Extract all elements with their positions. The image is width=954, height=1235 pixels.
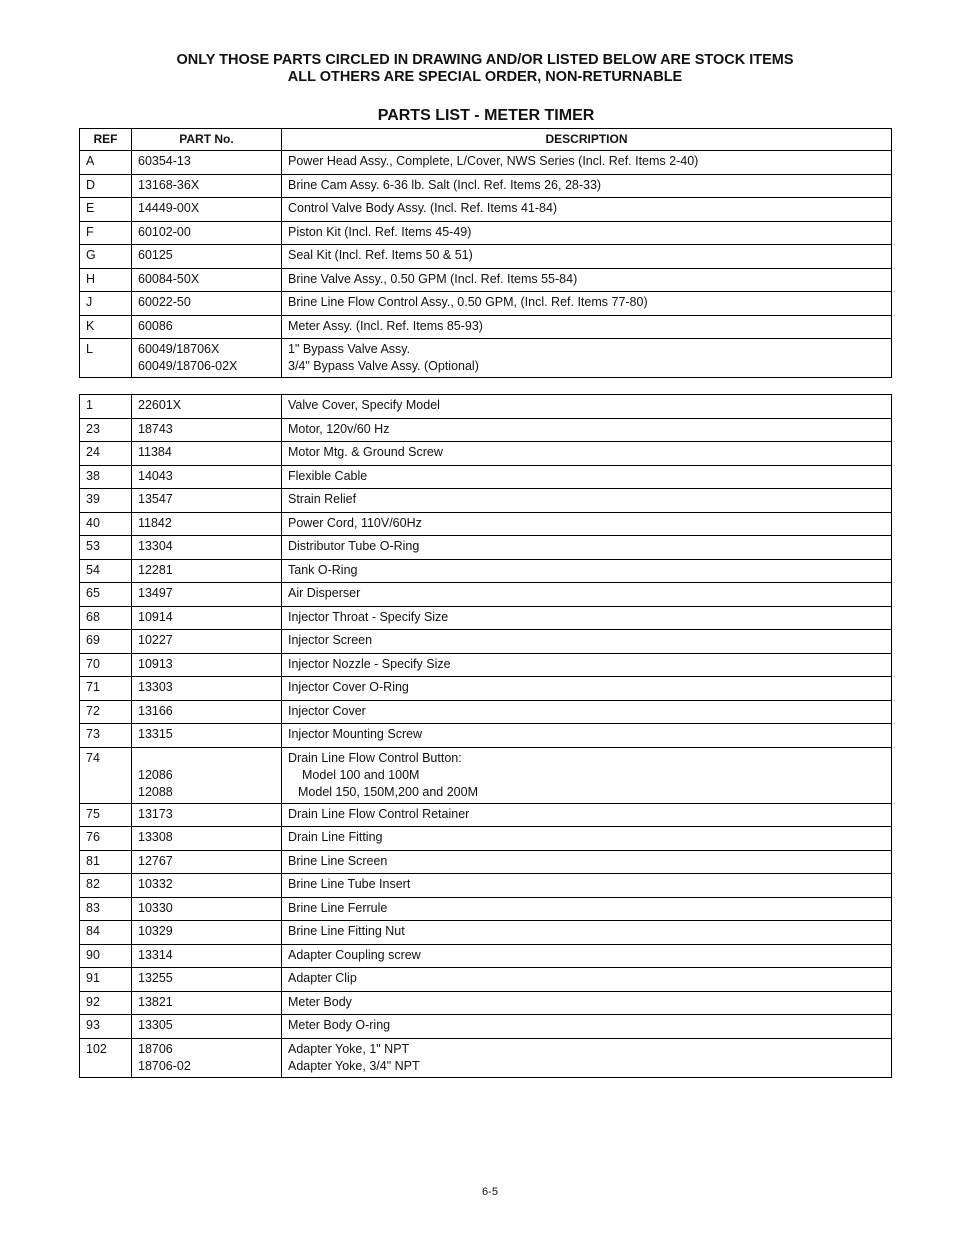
- description-cell: [282, 339, 892, 378]
- description-cell: [282, 512, 892, 536]
- part-number-value: 13303: [138, 680, 173, 694]
- description-value: Adapter Yoke, 1" NPT: [288, 1041, 410, 1056]
- table-row: [80, 465, 892, 489]
- description-cell: [282, 700, 892, 724]
- page-number: 6-5: [482, 1186, 498, 1198]
- description-cell: [282, 198, 892, 222]
- table-row: [80, 944, 892, 968]
- part-number-cell: [132, 292, 282, 316]
- ref-cell: [80, 268, 132, 292]
- ref-cell: [80, 395, 132, 419]
- components-table: [79, 394, 892, 1078]
- description-value: Air Disperser: [288, 586, 361, 600]
- part-number-value: 13547: [138, 492, 173, 506]
- part-number-value: 13315: [138, 727, 173, 741]
- description-value: Drain Line Fitting: [288, 830, 383, 844]
- ref-cell: [80, 339, 132, 378]
- description-value: Valve Cover, Specify Model: [288, 398, 440, 412]
- ref-value: 93: [86, 1018, 100, 1032]
- description-value: Adapter Coupling screw: [288, 947, 421, 962]
- ref-cell: [80, 536, 132, 560]
- description-value: Power Cord, 110V/60Hz: [288, 515, 422, 530]
- description-cell: [282, 536, 892, 560]
- part-number-value: 14043: [138, 468, 173, 483]
- description-cell: [282, 850, 892, 874]
- description-value: Tank O-Ring: [288, 562, 358, 577]
- description-cell: [282, 921, 892, 945]
- description-value: Injector Cover O-Ring: [288, 680, 409, 694]
- description-cell: [282, 606, 892, 630]
- ref-cell: [80, 315, 132, 339]
- description-cell: [282, 559, 892, 583]
- ref-value: 82: [86, 877, 100, 891]
- part-number-cell: [132, 700, 282, 724]
- description-value: Distributor Tube O-Ring: [288, 539, 420, 553]
- description-cell: [282, 1015, 892, 1039]
- ref-cell: [80, 174, 132, 198]
- table-row: [80, 968, 892, 992]
- part-number-value: 60049/18706-02X: [138, 359, 238, 373]
- table-row: [80, 512, 892, 536]
- ref-value: 23: [86, 421, 100, 436]
- ref-value: 65: [86, 586, 100, 600]
- description-cell: [282, 677, 892, 701]
- ref-value: 73: [86, 727, 100, 741]
- description-value: Injector Throat - Specify Size: [288, 609, 449, 624]
- part-number-value: 60086: [138, 318, 173, 333]
- ref-cell: [80, 512, 132, 536]
- part-number-cell: [132, 944, 282, 968]
- ref-cell: [80, 653, 132, 677]
- ref-cell: [80, 1015, 132, 1039]
- part-number-value: 60084-50X: [138, 271, 200, 286]
- table-row: [80, 268, 892, 292]
- table-row: [80, 991, 892, 1015]
- part-number-cell: [132, 677, 282, 701]
- table-row: [80, 583, 892, 607]
- part-number-cell: [132, 512, 282, 536]
- part-number-value: 13173: [138, 806, 173, 821]
- description-value: Brine Line Fitting Nut: [288, 924, 405, 938]
- assemblies-table: [79, 128, 892, 378]
- ref-value: 102: [86, 1041, 107, 1056]
- ref-value: 83: [86, 900, 100, 915]
- part-number-value: 60022-50: [138, 295, 191, 309]
- part-number-cell: [132, 630, 282, 654]
- ref-cell: [80, 198, 132, 222]
- table-header-row: [80, 129, 892, 151]
- part-number-cell: [132, 245, 282, 269]
- description-cell: [282, 747, 892, 803]
- ref-value: E: [86, 201, 95, 215]
- stock-notice-line-2: ALL OTHERS ARE SPECIAL ORDER, NON-RETURNABLE: [287, 69, 683, 85]
- part-number-cell: [132, 921, 282, 945]
- part-number-value: 11384: [138, 445, 172, 459]
- description-cell: [282, 803, 892, 827]
- ref-cell: [80, 944, 132, 968]
- ref-value: 68: [86, 609, 100, 624]
- part-number-value: 22601X: [138, 398, 182, 412]
- part-number-cell: [132, 442, 282, 466]
- description-value: Model 100 and 100M: [302, 767, 420, 782]
- part-number-value: 13314: [138, 947, 173, 962]
- table-row: [80, 606, 892, 630]
- page-title: PARTS LIST - METER TIMER: [377, 107, 595, 124]
- description-value: Flexible Cable: [288, 468, 368, 483]
- part-number-value: 18706: [138, 1041, 173, 1056]
- ref-value: 74: [86, 750, 100, 765]
- ref-value: 71: [86, 680, 100, 694]
- table-row: [80, 850, 892, 874]
- ref-cell: [80, 418, 132, 442]
- part-number-header: PART No.: [132, 129, 282, 151]
- part-number-value: 60049/18706X: [138, 342, 220, 356]
- description-value: Seal Kit (Incl. Ref. Items 50 & 51): [288, 248, 473, 262]
- description-value: Strain Relief: [288, 492, 357, 506]
- part-number-value: 10329: [138, 924, 173, 938]
- description-value: Brine Line Flow Control Assy., 0.50 GPM, (Incl. Ref. Items 77-80): [288, 295, 648, 309]
- part-number-cell: [132, 968, 282, 992]
- ref-cell: [80, 700, 132, 724]
- stock-notice-line-1: ONLY THOSE PARTS CIRCLED IN DRAWING AND/OR LISTED BELOW ARE STOCK ITEMS: [176, 52, 794, 68]
- description-value: Brine Cam Assy. 6-36 lb. Salt (Incl. Ref. Items 26, 28-33): [288, 177, 602, 192]
- table-row: [80, 897, 892, 921]
- stock-notice: [0, 52, 954, 86]
- description-value: Control Valve Body Assy. (Incl. Ref. Items 41-84): [288, 201, 558, 215]
- part-number-cell: [132, 268, 282, 292]
- part-number-cell: [132, 850, 282, 874]
- part-number-cell: [132, 395, 282, 419]
- part-number-value: 10227: [138, 633, 173, 647]
- description-cell: [282, 418, 892, 442]
- table-row: [80, 245, 892, 269]
- ref-value: 38: [86, 468, 100, 483]
- ref-value: 24: [86, 445, 100, 459]
- description-value: 1" Bypass Valve Assy.: [288, 342, 411, 356]
- part-number-value: 12281: [138, 562, 173, 577]
- part-number-value: 60125: [138, 248, 173, 262]
- ref-value: K: [86, 318, 95, 333]
- ref-cell: [80, 803, 132, 827]
- description-value: Piston Kit (Incl. Ref. Items 45-49): [288, 224, 472, 239]
- ref-cell: [80, 724, 132, 748]
- description-cell: [282, 897, 892, 921]
- part-number-value: 10332: [138, 877, 173, 891]
- description-value: Drain Line Flow Control Button:: [288, 750, 462, 765]
- description-cell: [282, 653, 892, 677]
- table-row: [80, 174, 892, 198]
- table-row: [80, 442, 892, 466]
- components-body: [80, 395, 892, 1078]
- ref-cell: [80, 1038, 132, 1077]
- ref-cell: [80, 606, 132, 630]
- description-cell: [282, 395, 892, 419]
- ref-cell: [80, 583, 132, 607]
- description-value: Meter Assy. (Incl. Ref. Items 85-93): [288, 318, 483, 333]
- description-cell: [282, 583, 892, 607]
- description-cell: [282, 827, 892, 851]
- table-row: [80, 339, 892, 378]
- table-row: [80, 653, 892, 677]
- part-number-cell: [132, 747, 282, 803]
- part-number-cell: [132, 653, 282, 677]
- description-value: Adapter Yoke, 3/4" NPT: [288, 1058, 420, 1073]
- part-number-cell: [132, 489, 282, 513]
- part-number-value: 13304: [138, 539, 173, 553]
- description-cell: [282, 221, 892, 245]
- ref-cell: [80, 897, 132, 921]
- ref-cell: [80, 921, 132, 945]
- description-value: Injector Cover: [288, 703, 366, 718]
- ref-cell: [80, 442, 132, 466]
- description-cell: [282, 630, 892, 654]
- part-number-cell: [132, 174, 282, 198]
- part-number-cell: [132, 874, 282, 898]
- ref-value: 53: [86, 539, 100, 553]
- ref-cell: [80, 991, 132, 1015]
- ref-cell: [80, 559, 132, 583]
- description-cell: [282, 268, 892, 292]
- part-number-cell: [132, 198, 282, 222]
- ref-cell: [80, 874, 132, 898]
- ref-value: 90: [86, 947, 100, 962]
- part-number-cell: [132, 724, 282, 748]
- part-number-cell: [132, 606, 282, 630]
- ref-cell: [80, 747, 132, 803]
- part-number-cell: [132, 991, 282, 1015]
- description-value: Motor Mtg. & Ground Screw: [288, 445, 443, 459]
- part-number-cell: [132, 221, 282, 245]
- description-value: Drain Line Flow Control Retainer: [288, 806, 470, 821]
- description-value: Meter Body O-ring: [288, 1018, 391, 1032]
- table-row: [80, 489, 892, 513]
- description-value: Brine Line Screen: [288, 853, 388, 868]
- description-header: DESCRIPTION: [282, 129, 892, 151]
- description-cell: [282, 465, 892, 489]
- description-cell: [282, 315, 892, 339]
- table-row: [80, 1015, 892, 1039]
- ref-value: 81: [86, 853, 100, 868]
- ref-cell: [80, 677, 132, 701]
- part-number-value: 10914: [138, 609, 173, 624]
- description-value: 3/4" Bypass Valve Assy. (Optional): [288, 359, 479, 373]
- ref-value: 69: [86, 633, 100, 647]
- description-value: Injector Nozzle - Specify Size: [288, 656, 451, 671]
- ref-cell: [80, 245, 132, 269]
- description-cell: [282, 968, 892, 992]
- table-row: [80, 700, 892, 724]
- table-row: [80, 315, 892, 339]
- description-value: Injector Mounting Screw: [288, 727, 423, 741]
- part-number-value: 12088: [138, 784, 173, 799]
- table-row: [80, 559, 892, 583]
- part-number-value: 13821: [138, 994, 173, 1009]
- table-row: [80, 395, 892, 419]
- table-row: [80, 292, 892, 316]
- description-cell: [282, 292, 892, 316]
- part-number-value: 18743: [138, 421, 173, 436]
- ref-cell: [80, 465, 132, 489]
- ref-cell: [80, 630, 132, 654]
- ref-cell: [80, 151, 132, 175]
- table-row: [80, 151, 892, 175]
- ref-value: 76: [86, 830, 100, 844]
- ref-value: 91: [86, 971, 100, 985]
- description-value: Brine Line Tube Insert: [288, 877, 411, 891]
- description-value: Motor, 120v/60 Hz: [288, 421, 390, 436]
- description-value: Adapter Clip: [288, 971, 357, 985]
- ref-value: 1: [86, 398, 93, 412]
- part-number-cell: [132, 315, 282, 339]
- description-cell: [282, 489, 892, 513]
- description-value: Meter Body: [288, 994, 352, 1009]
- part-number-value: 13308: [138, 830, 173, 844]
- table-row: [80, 536, 892, 560]
- ref-cell: [80, 221, 132, 245]
- ref-value: 75: [86, 806, 100, 821]
- table-row: [80, 198, 892, 222]
- part-number-cell: [132, 536, 282, 560]
- ref-value: 72: [86, 703, 100, 718]
- description-cell: [282, 1038, 892, 1077]
- ref-value: F: [86, 224, 94, 239]
- part-number-value: 13497: [138, 586, 173, 600]
- description-value: Brine Line Ferrule: [288, 900, 388, 915]
- part-number-value: 13255: [138, 971, 173, 985]
- table-row: [80, 921, 892, 945]
- assemblies-body: [80, 151, 892, 378]
- part-number-cell: [132, 339, 282, 378]
- ref-cell: [80, 968, 132, 992]
- table-row: [80, 747, 892, 803]
- part-number-cell: [132, 1038, 282, 1077]
- description-cell: [282, 245, 892, 269]
- description-value: Power Head Assy., Complete, L/Cover, NWS Series (Incl. Ref. Items 2-40): [288, 154, 699, 168]
- part-number-value: 18706-02: [138, 1058, 191, 1073]
- description-cell: [282, 874, 892, 898]
- part-number-value: 14449-00X: [138, 201, 200, 215]
- ref-cell: [80, 827, 132, 851]
- part-number-cell: [132, 1015, 282, 1039]
- description-cell: [282, 991, 892, 1015]
- part-number-value: 12086: [138, 767, 173, 782]
- ref-header: REF: [80, 129, 132, 151]
- table-row: [80, 874, 892, 898]
- part-number-cell: [132, 827, 282, 851]
- description-cell: [282, 724, 892, 748]
- ref-value: A: [86, 154, 95, 168]
- ref-value: G: [86, 248, 96, 262]
- ref-value: H: [86, 271, 96, 286]
- part-number-cell: [132, 897, 282, 921]
- part-number-value: 13166: [138, 703, 173, 718]
- table-row: [80, 1038, 892, 1077]
- part-number-value: 60354-13: [138, 154, 191, 168]
- description-cell: [282, 174, 892, 198]
- part-number-cell: [132, 418, 282, 442]
- ref-value: D: [86, 177, 96, 192]
- part-number-value: 10330: [138, 900, 173, 915]
- description-cell: [282, 151, 892, 175]
- ref-value: 92: [86, 994, 100, 1009]
- part-number-value: 11842: [138, 515, 172, 530]
- ref-value: 54: [86, 562, 100, 577]
- part-number-value: 13168-36X: [138, 177, 200, 192]
- description-value: Brine Valve Assy., 0.50 GPM (Incl. Ref. Items 55-84): [288, 271, 578, 286]
- part-number-cell: [132, 803, 282, 827]
- part-number-cell: [132, 151, 282, 175]
- table-row: [80, 221, 892, 245]
- ref-cell: [80, 850, 132, 874]
- ref-value: 84: [86, 924, 100, 938]
- ref-value: 40: [86, 515, 100, 530]
- table-row: [80, 803, 892, 827]
- part-number-value: 10913: [138, 656, 173, 671]
- part-number-cell: [132, 559, 282, 583]
- part-number-value: 60102-00: [138, 224, 191, 239]
- ref-cell: [80, 292, 132, 316]
- table-row: [80, 827, 892, 851]
- ref-value: 70: [86, 656, 100, 671]
- table-row: [80, 724, 892, 748]
- part-number-cell: [132, 465, 282, 489]
- ref-value: J: [86, 295, 93, 309]
- description-cell: [282, 442, 892, 466]
- part-number-cell: [132, 583, 282, 607]
- table-row: [80, 677, 892, 701]
- table-row: [80, 630, 892, 654]
- description-value: Injector Screen: [288, 633, 373, 647]
- part-number-value: 12767: [138, 853, 173, 868]
- ref-cell: [80, 489, 132, 513]
- description-cell: [282, 944, 892, 968]
- ref-value: 39: [86, 492, 100, 506]
- description-value: Model 150, 150M,200 and 200M: [298, 784, 478, 799]
- part-number-value: 13305: [138, 1018, 173, 1032]
- table-row: [80, 418, 892, 442]
- ref-value: L: [86, 342, 93, 356]
